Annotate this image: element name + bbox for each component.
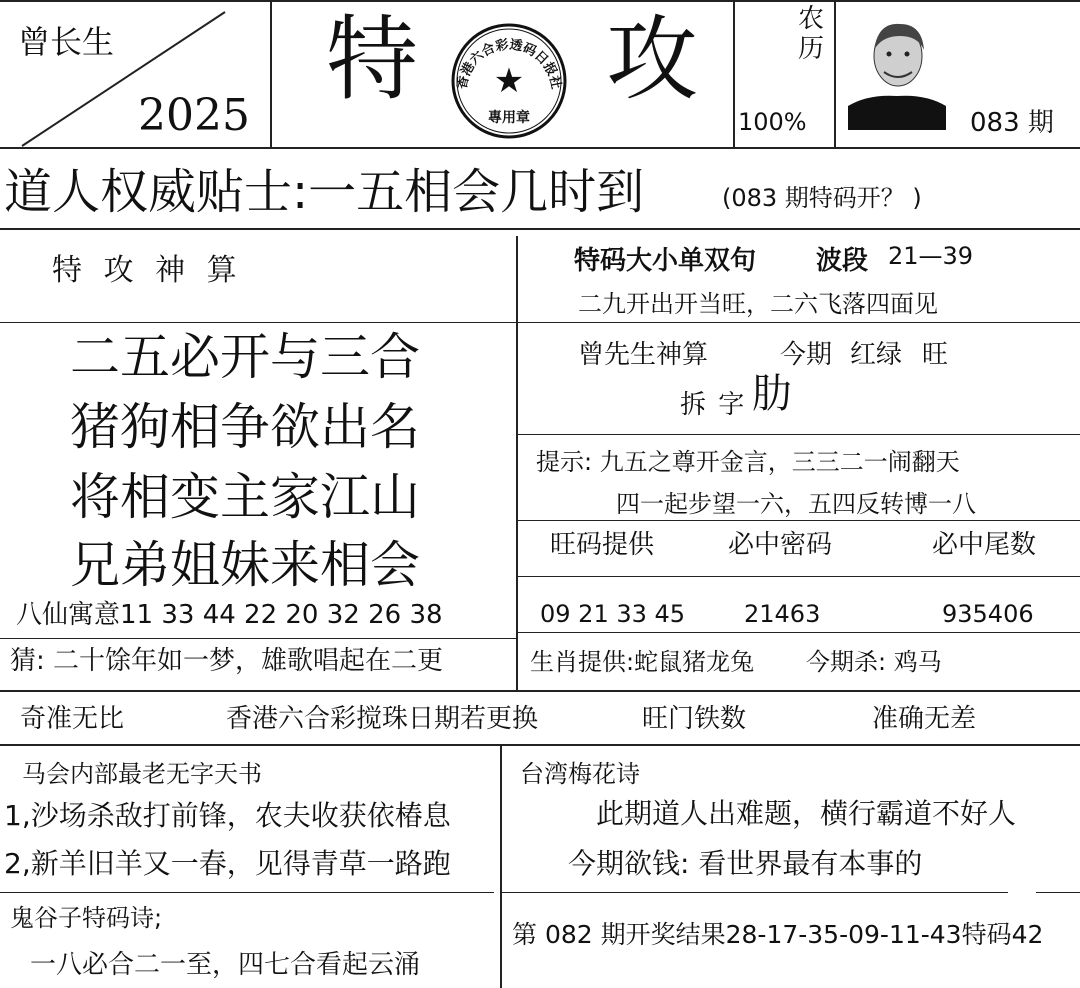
middle-vertical-divider [516, 236, 518, 690]
col-header-3: 必中尾数 [932, 530, 1037, 560]
banner-item-2: 香港六合彩搅珠日期若更换 [226, 704, 539, 734]
year-label: 2025 [138, 90, 250, 141]
title-char-1: 特 [326, 6, 419, 113]
col-header-2: 必中密码 [728, 530, 833, 560]
col-value-3: 935406 [942, 600, 1034, 628]
seal-star: ★ [493, 61, 525, 101]
wave-value: 21—39 [888, 242, 974, 270]
bottom-right-divider-tail [1036, 892, 1080, 893]
right-divider-1 [516, 322, 1080, 323]
guigu-title: 鬼谷子特码诗; [10, 904, 163, 932]
banner-bottom-border [0, 744, 1080, 746]
right-divider-5 [516, 632, 1080, 633]
headline-bottom-border [0, 228, 1080, 230]
header-divider-1 [270, 0, 272, 148]
left-heading: 特 攻 神 算 [52, 253, 243, 288]
col-header-1: 旺码提供 [550, 530, 655, 560]
right-line-1: 二九开出开当旺，二六飞落四面见 [578, 290, 938, 318]
bottom-vertical-divider [500, 746, 502, 988]
kill-line: 今期杀: 鸡马 [806, 648, 942, 676]
header-divider-2 [733, 0, 735, 148]
size-label: 特码大小单双句 [574, 246, 757, 276]
banner-item-3: 旺门铁数 [642, 704, 747, 734]
color-value: 红绿 [850, 340, 903, 370]
chaizi-label: 拆 字 [680, 390, 747, 420]
guigu-line: 一八必合二一至，四七合看起云涌 [30, 950, 421, 980]
banner-item-4: 准确无差 [872, 704, 977, 734]
baxian-numbers: 八仙寓意11 33 44 22 20 32 26 38 [16, 600, 443, 630]
zodiac-line: 生肖提供:蛇鼠猪龙兔 [530, 648, 755, 676]
hint-line-1: 提示: 九五之尊开金言，三三二一闹翻天 [536, 448, 960, 476]
zeng-label: 曾先生神算 [578, 340, 709, 370]
middle-bottom-border [0, 690, 1080, 692]
poem-line-2: 猪狗相争欲出名 [70, 398, 420, 456]
left-heading-divider [0, 322, 516, 323]
bottom-right-divider [502, 892, 1008, 893]
seal-text: 香港六合彩透码日报社 [454, 37, 564, 91]
headline-sub: (083 期特码开？ ) [722, 184, 922, 212]
this-period-label: 今期 [780, 340, 833, 370]
col-value-2: 21463 [744, 600, 821, 628]
bottom-right-line-1: 此期道人出难题，横行霸道不好人 [596, 797, 1017, 830]
bottom-right-title: 台湾梅花诗 [520, 760, 640, 788]
right-divider-3 [516, 520, 1080, 521]
title-char-2: 攻 [606, 6, 699, 113]
bottom-right-line-2: 今期欲钱: 看世界最有本事的 [568, 847, 923, 880]
top-border [0, 0, 1080, 2]
guess-line: 猜: 二十馀年如一梦，雄歌唱起在二更 [10, 646, 444, 676]
right-divider-4 [516, 576, 1080, 577]
issue-number: 083 期 [970, 108, 1054, 138]
chaizi-char: 肋 [752, 371, 792, 417]
poem-line-4: 兄弟姐妹来相会 [70, 536, 420, 594]
bottom-left-line-1: 1,沙场杀敌打前锋，农夫收获依椿息 [4, 799, 451, 832]
banner-item-1: 奇准无比 [20, 704, 125, 734]
right-divider-2 [516, 434, 1080, 435]
left-baxian-divider [0, 638, 516, 639]
bottom-left-title: 马会内部最老无字天书 [22, 760, 262, 788]
wave-label: 波段 [816, 246, 869, 276]
official-seal [450, 22, 568, 140]
lunar-label-1: 农 [798, 4, 825, 34]
bottom-left-line-2: 2,新羊旧羊又一春，见得青草一路跑 [4, 847, 451, 880]
col-value-1: 09 21 33 45 [540, 600, 686, 628]
draw-result: 第 082 期开奖结果28-17-35-09-11-43特码42 [512, 920, 1044, 949]
poem-line-1: 二五必开与三合 [70, 328, 420, 386]
header-divider-3 [834, 0, 836, 148]
headline-main: 道人权威贴士:一五相会几时到 [4, 164, 645, 220]
seal-bottom: 專用章 [488, 110, 530, 126]
author-portrait [848, 14, 946, 130]
lunar-label-2: 历 [798, 34, 825, 64]
percent-label: 100% [738, 108, 807, 136]
hint-line-2: 四一起步望一六，五四反转博一八 [616, 490, 976, 518]
bottom-left-divider [0, 892, 494, 893]
prosper-label: 旺 [922, 340, 949, 370]
poem-line-3: 将相变主家江山 [70, 468, 420, 526]
author-name: 曾长生 [18, 23, 115, 61]
